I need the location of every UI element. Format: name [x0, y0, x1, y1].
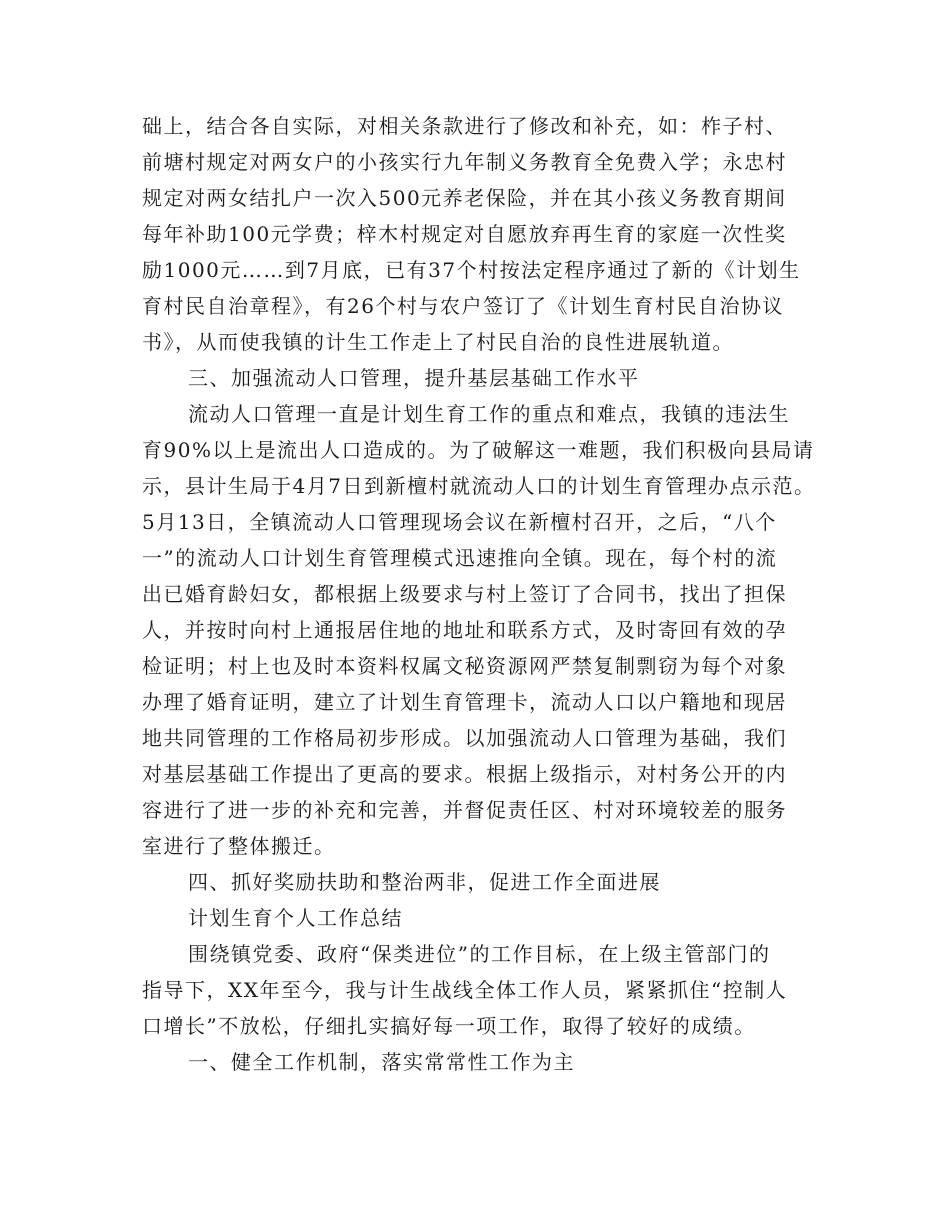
text-line: 对基层基础工作提出了更高的要求。根据上级指示，对村务公开的内: [142, 762, 787, 786]
text-line: 一”的流动人口计划生育管理模式迅速推向全镇。现在，每个村的流: [142, 546, 778, 570]
text-line: 检证明；村上也及时本资料权属文秘资源网严禁复制剽窃为每个对象: [142, 654, 787, 678]
text-line: 育90%以上是流出人口造成的。为了破解这一难题，我们积极向县局请: [142, 438, 815, 462]
text-line: 每年补助100元学费；梓木村规定对自愿放弃再生育的家庭一次性奖: [142, 222, 787, 246]
text-line: 育村民自治章程》，有26个村与农户签订了《计划生育村民自治协议: [142, 294, 784, 318]
text-line: 地共同管理的工作格局初步形成。以加强流动人口管理为基础，我们: [142, 726, 787, 750]
text-line: 示，县计生局于4月7日到新檀村就流动人口的计划生育管理办点示范。: [142, 474, 816, 498]
text-line: 流动人口管理一直是计划生育工作的重点和难点，我镇的违法生: [188, 402, 790, 426]
text-line: 规定对两女结扎户一次入500元养老保险，并在其小孩义务教育期间: [142, 186, 787, 210]
text-line: 办理了婚育证明，建立了计划生育管理卡，流动人口以户籍地和现居: [142, 690, 787, 714]
text-line: 励1000元……到7月底，已有37个村按法定程序通过了新的《计划生: [142, 258, 801, 282]
text-line: 础上，结合各自实际，对相关条款进行了修改和补充，如：柞子村、: [142, 114, 787, 138]
section-heading: 四、抓好奖励扶助和整治两非，促进工作全面进展: [188, 870, 661, 894]
text-line: 前塘村规定对两女户的小孩实行九年制义务教育全免费入学；永忠村: [142, 150, 787, 174]
text-line: 指导下，XX年至今，我与计生战线全体工作人员，紧紧抓住“控制人: [142, 978, 788, 1002]
document-title: 计划生育个人工作总结: [188, 906, 403, 930]
section-heading: 一、健全工作机制，落实常常性工作为主: [188, 1050, 575, 1074]
text-line: 人，并按时向村上通报居住地的地址和联系方式，及时寄回有效的孕: [142, 618, 787, 642]
text-line: 口增长”不放松，仔细扎实搞好每一项工作，取得了较好的成绩。: [142, 1014, 756, 1038]
section-heading: 三、加强流动人口管理，提升基层基础工作水平: [188, 366, 640, 390]
text-line: 出已婚育龄妇女，都根据上级要求与村上签订了合同书，找出了担保: [142, 582, 787, 606]
text-line: 5月13日，全镇流动人口管理现场会议在新檀村召开，之后，“八个: [142, 510, 777, 534]
text-line: 围绕镇党委、政府“保类进位”的工作目标，在上级主管部门的: [188, 942, 771, 966]
text-line: 书》，从而使我镇的计生工作走上了村民自治的良性进展轨道。: [142, 330, 734, 354]
text-line: 室进行了整体搬迁。: [142, 834, 336, 858]
text-line: 容进行了进一步的补充和完善，并督促责任区、村对环境较差的服务: [142, 798, 787, 822]
